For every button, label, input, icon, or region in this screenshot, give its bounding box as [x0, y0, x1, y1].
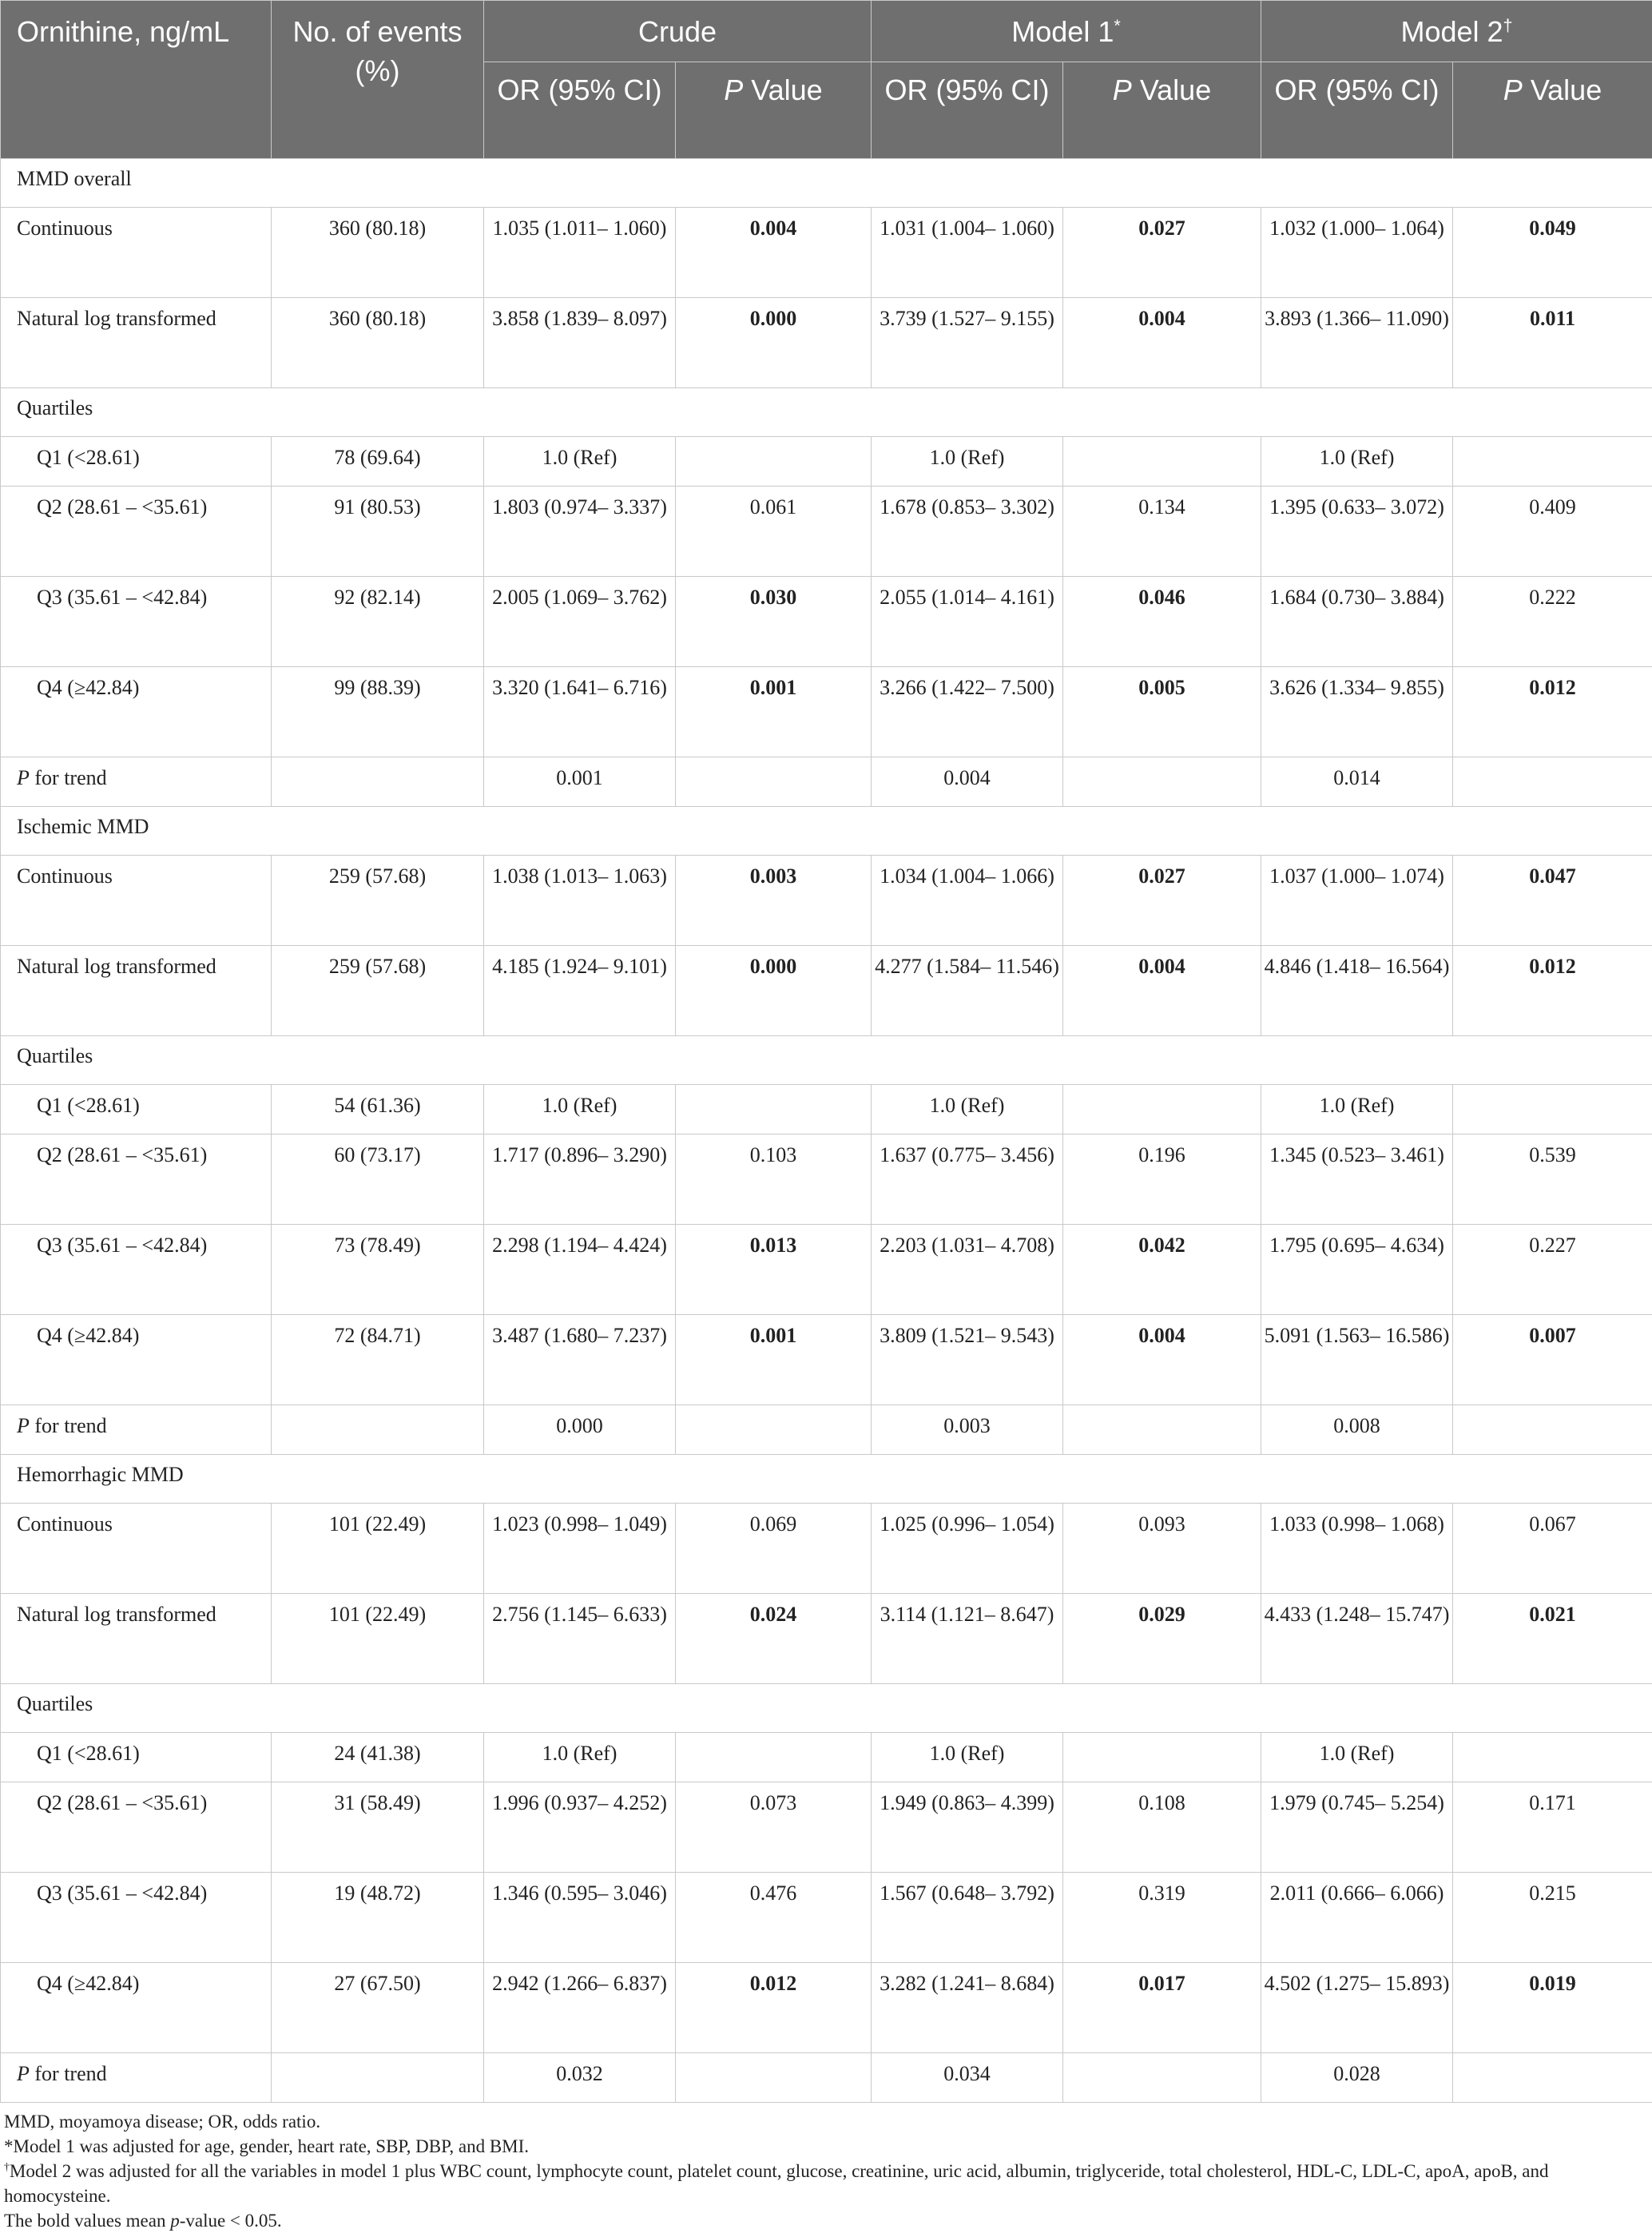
m1-or-cell: 1.678 (0.853– 3.302)	[872, 487, 1063, 577]
footnote-bold: The bold values mean p-value < 0.05.	[4, 2208, 1642, 2233]
m2-or-cell: 1.979 (0.745– 5.254)	[1261, 1782, 1453, 1873]
m1-or-cell: 1.949 (0.863– 4.399)	[872, 1782, 1063, 1873]
crude-p-cell	[676, 1085, 872, 1134]
table-row	[1, 1782, 1652, 1873]
m2-p-cell: 0.007	[1453, 1315, 1652, 1405]
header-model2-mark: †	[1503, 15, 1513, 35]
m2-p-cell: 0.049	[1453, 208, 1652, 298]
m2-p-cell: 0.019	[1453, 1963, 1652, 2053]
crude-p-cell: 0.004	[676, 208, 872, 298]
crude-or-cell: 2.298 (1.194– 4.424)	[484, 1225, 676, 1315]
m1-or-cell: 1.025 (0.996– 1.054)	[872, 1504, 1063, 1594]
crude-or-cell: 3.858 (1.839– 8.097)	[484, 298, 676, 388]
m2-p-cell: 0.047	[1453, 856, 1652, 946]
table-row	[1, 1085, 1652, 1134]
m2-or-cell: 1.0 (Ref)	[1261, 437, 1453, 487]
section-row	[1, 807, 1652, 856]
table-row	[1, 856, 1652, 946]
crude-or-cell: 2.942 (1.266– 6.837)	[484, 1963, 676, 2053]
m2-p-cell: 0.227	[1453, 1225, 1652, 1315]
crude-p-cell: 0.030	[676, 577, 872, 667]
m2-or-cell: 1.032 (1.000– 1.064)	[1261, 208, 1453, 298]
m2-or-cell: 1.395 (0.633– 3.072)	[1261, 487, 1453, 577]
m1-p-cell: 0.027	[1063, 208, 1261, 298]
crude-or-cell: 1.0 (Ref)	[484, 1085, 676, 1134]
m1-p-cell	[1063, 1733, 1261, 1782]
crude-p-cell	[676, 1733, 872, 1782]
header-model1-mark: *	[1114, 15, 1120, 35]
crude-or-cell: 3.320 (1.641– 6.716)	[484, 667, 676, 757]
m2-or-cell: 1.795 (0.695– 4.634)	[1261, 1225, 1453, 1315]
m1-or-cell: 2.203 (1.031– 4.708)	[872, 1225, 1063, 1315]
m1-or-cell: 3.282 (1.241– 8.684)	[872, 1963, 1063, 2053]
section-row	[1, 388, 1652, 437]
events-cell	[272, 757, 484, 807]
crude-p-cell: 0.013	[676, 1225, 872, 1315]
crude-or-cell: 1.0 (Ref)	[484, 1733, 676, 1782]
m1-p-cell: 0.093	[1063, 1504, 1261, 1594]
table-row	[1, 1594, 1652, 1684]
trend-label: P for trend	[1, 2053, 272, 2103]
row-label: Q3 (35.61 – <42.84)	[1, 577, 272, 667]
m1-p-cell: 0.004	[1063, 298, 1261, 388]
m1-p-cell: 0.134	[1063, 487, 1261, 577]
m2-p-cell	[1453, 2053, 1652, 2103]
trend-row	[1, 2053, 1652, 2103]
crude-p-cell: 0.061	[676, 487, 872, 577]
header-m1-or: OR (95% CI)	[872, 62, 1063, 159]
crude-or-cell: 1.803 (0.974– 3.337)	[484, 487, 676, 577]
table-row	[1, 577, 1652, 667]
m2-p-cell	[1453, 1733, 1652, 1782]
crude-p-cell	[676, 437, 872, 487]
m2-or-cell: 4.502 (1.275– 15.893)	[1261, 1963, 1453, 2053]
events-cell: 99 (88.39)	[272, 667, 484, 757]
m2-trend-cell: 0.028	[1261, 2053, 1453, 2103]
row-label: Natural log transformed	[1, 1594, 272, 1684]
table-row	[1, 437, 1652, 487]
m2-p-cell: 0.011	[1453, 298, 1652, 388]
table-header	[1, 1, 1652, 159]
trend-label: P for trend	[1, 757, 272, 807]
row-label: Continuous	[1, 856, 272, 946]
table-row	[1, 487, 1652, 577]
m1-p-cell: 0.196	[1063, 1134, 1261, 1225]
events-cell: 92 (82.14)	[272, 577, 484, 667]
crude-or-cell: 1.0 (Ref)	[484, 437, 676, 487]
section-label: MMD overall	[1, 159, 1652, 208]
row-label: Q4 (≥42.84)	[1, 1315, 272, 1405]
header-m2-p: P Value	[1453, 62, 1652, 159]
events-cell: 101 (22.49)	[272, 1504, 484, 1594]
m1-p-cell	[1063, 437, 1261, 487]
table-row	[1, 1134, 1652, 1225]
m1-or-cell: 1.0 (Ref)	[872, 1733, 1063, 1782]
events-cell: 54 (61.36)	[272, 1085, 484, 1134]
row-label: Continuous	[1, 208, 272, 298]
crude-p-cell: 0.012	[676, 1963, 872, 2053]
m2-or-cell: 4.433 (1.248– 15.747)	[1261, 1594, 1453, 1684]
crude-p-cell: 0.003	[676, 856, 872, 946]
header-m1-p: P Value	[1063, 62, 1261, 159]
m1-trend-cell: 0.004	[872, 757, 1063, 807]
events-cell: 19 (48.72)	[272, 1873, 484, 1963]
row-label: Natural log transformed	[1, 946, 272, 1036]
m1-or-cell: 4.277 (1.584– 11.546)	[872, 946, 1063, 1036]
section-label: Quartiles	[1, 1684, 1652, 1733]
table-row	[1, 1225, 1652, 1315]
row-label: Q3 (35.61 – <42.84)	[1, 1873, 272, 1963]
crude-p-cell: 0.001	[676, 1315, 872, 1405]
m1-p-cell: 0.046	[1063, 577, 1261, 667]
row-label: Q1 (<28.61)	[1, 437, 272, 487]
m2-or-cell: 1.037 (1.000– 1.074)	[1261, 856, 1453, 946]
m2-or-cell: 2.011 (0.666– 6.066)	[1261, 1873, 1453, 1963]
m1-trend-cell: 0.003	[872, 1405, 1063, 1455]
events-cell: 259 (57.68)	[272, 946, 484, 1036]
m2-or-cell: 1.684 (0.730– 3.884)	[1261, 577, 1453, 667]
header-variable: Ornithine, ng/mL	[1, 1, 272, 159]
events-cell: 78 (69.64)	[272, 437, 484, 487]
m1-p-cell: 0.004	[1063, 946, 1261, 1036]
header-crude-p: P Value	[676, 62, 872, 159]
m1-or-cell: 1.0 (Ref)	[872, 437, 1063, 487]
m1-p-cell: 0.017	[1063, 1963, 1261, 2053]
m2-p-cell: 0.021	[1453, 1594, 1652, 1684]
header-model2	[1261, 1, 1652, 62]
table-row	[1, 208, 1652, 298]
header-crude: Crude	[484, 1, 872, 62]
events-cell	[272, 1405, 484, 1455]
table-row	[1, 1963, 1652, 2053]
m1-p-cell: 0.004	[1063, 1315, 1261, 1405]
m2-p-cell: 0.222	[1453, 577, 1652, 667]
events-cell: 259 (57.68)	[272, 856, 484, 946]
m2-p-cell	[1453, 1405, 1652, 1455]
crude-trend-cell: 0.032	[484, 2053, 676, 2103]
m1-trend-cell: 0.034	[872, 2053, 1063, 2103]
m2-p-cell	[1453, 1085, 1652, 1134]
section-row	[1, 1455, 1652, 1504]
crude-p-cell: 0.000	[676, 298, 872, 388]
m1-or-cell: 2.055 (1.014– 4.161)	[872, 577, 1063, 667]
m1-or-cell: 3.114 (1.121– 8.647)	[872, 1594, 1063, 1684]
m2-or-cell: 3.893 (1.366– 11.090)	[1261, 298, 1453, 388]
crude-p-cell: 0.069	[676, 1504, 872, 1594]
row-label: Q4 (≥42.84)	[1, 667, 272, 757]
m2-p-cell	[1453, 437, 1652, 487]
events-cell: 73 (78.49)	[272, 1225, 484, 1315]
crude-or-cell: 1.035 (1.011– 1.060)	[484, 208, 676, 298]
row-label: Continuous	[1, 1504, 272, 1594]
events-cell: 27 (67.50)	[272, 1963, 484, 2053]
m2-p-cell: 0.539	[1453, 1134, 1652, 1225]
row-label: Q3 (35.61 – <42.84)	[1, 1225, 272, 1315]
events-cell: 360 (80.18)	[272, 298, 484, 388]
header-model1-text: Model 1	[1011, 15, 1114, 48]
crude-trend-cell: 0.000	[484, 1405, 676, 1455]
events-cell: 24 (41.38)	[272, 1733, 484, 1782]
trend-row	[1, 1405, 1652, 1455]
m1-or-cell: 1.031 (1.004– 1.060)	[872, 208, 1063, 298]
m2-p-cell: 0.067	[1453, 1504, 1652, 1594]
crude-p-cell: 0.001	[676, 667, 872, 757]
header-model1	[872, 1, 1261, 62]
m1-or-cell: 3.739 (1.527– 9.155)	[872, 298, 1063, 388]
m2-or-cell: 1.0 (Ref)	[1261, 1085, 1453, 1134]
events-cell	[272, 2053, 484, 2103]
crude-p-cell: 0.476	[676, 1873, 872, 1963]
table-row	[1, 946, 1652, 1036]
header-events: No. of events (%)	[272, 1, 484, 159]
footnote-model2: †Model 2 was adjusted for all the variables in model 1 plus WBC count, lymphocyte count, platelet count, glucose, creatinine, uric acid, albumin, triglyceride, total cholesterol, HDL-C, LDL-C, apoA, apoB, and homocysteine.	[4, 2159, 1642, 2208]
m1-p-cell	[1063, 1085, 1261, 1134]
m2-or-cell: 5.091 (1.563– 16.586)	[1261, 1315, 1453, 1405]
m2-trend-cell: 0.014	[1261, 757, 1453, 807]
row-label: Q2 (28.61 – <35.61)	[1, 487, 272, 577]
m1-or-cell: 1.034 (1.004– 1.066)	[872, 856, 1063, 946]
crude-p-cell: 0.000	[676, 946, 872, 1036]
section-label: Hemorrhagic MMD	[1, 1455, 1652, 1504]
crude-or-cell: 2.756 (1.145– 6.633)	[484, 1594, 676, 1684]
section-row	[1, 1036, 1652, 1085]
section-label: Quartiles	[1, 1036, 1652, 1085]
row-label: Q2 (28.61 – <35.61)	[1, 1782, 272, 1873]
crude-or-cell: 1.996 (0.937– 4.252)	[484, 1782, 676, 1873]
m1-p-cell: 0.108	[1063, 1782, 1261, 1873]
events-cell: 360 (80.18)	[272, 208, 484, 298]
row-label: Natural log transformed	[1, 298, 272, 388]
section-row	[1, 159, 1652, 208]
trend-label: P for trend	[1, 1405, 272, 1455]
table-row	[1, 1873, 1652, 1963]
m2-or-cell: 3.626 (1.334– 9.855)	[1261, 667, 1453, 757]
m1-p-cell: 0.042	[1063, 1225, 1261, 1315]
m1-or-cell: 1.637 (0.775– 3.456)	[872, 1134, 1063, 1225]
m1-or-cell: 1.0 (Ref)	[872, 1085, 1063, 1134]
m1-p-cell: 0.027	[1063, 856, 1261, 946]
crude-p-cell	[676, 2053, 872, 2103]
m1-p-cell: 0.319	[1063, 1873, 1261, 1963]
m2-p-cell: 0.012	[1453, 667, 1652, 757]
m2-p-cell	[1453, 757, 1652, 807]
row-label: Q1 (<28.61)	[1, 1733, 272, 1782]
m1-p-cell	[1063, 757, 1261, 807]
m1-or-cell: 1.567 (0.648– 3.792)	[872, 1873, 1063, 1963]
table-row	[1, 1733, 1652, 1782]
m2-or-cell: 1.345 (0.523– 3.461)	[1261, 1134, 1453, 1225]
crude-or-cell: 4.185 (1.924– 9.101)	[484, 946, 676, 1036]
header-crude-or: OR (95% CI)	[484, 62, 676, 159]
crude-or-cell: 1.038 (1.013– 1.063)	[484, 856, 676, 946]
m2-p-cell: 0.215	[1453, 1873, 1652, 1963]
table-row	[1, 667, 1652, 757]
m2-or-cell: 4.846 (1.418– 16.564)	[1261, 946, 1453, 1036]
header-m2-or: OR (95% CI)	[1261, 62, 1453, 159]
crude-or-cell: 1.023 (0.998– 1.049)	[484, 1504, 676, 1594]
header-model2-text: Model 2	[1400, 15, 1503, 48]
m2-or-cell: 1.0 (Ref)	[1261, 1733, 1453, 1782]
table-row	[1, 1315, 1652, 1405]
row-label: Q1 (<28.61)	[1, 1085, 272, 1134]
crude-or-cell: 1.346 (0.595– 3.046)	[484, 1873, 676, 1963]
m1-p-cell: 0.005	[1063, 667, 1261, 757]
m1-p-cell	[1063, 2053, 1261, 2103]
section-row	[1, 1684, 1652, 1733]
m1-or-cell: 3.809 (1.521– 9.543)	[872, 1315, 1063, 1405]
crude-p-cell: 0.103	[676, 1134, 872, 1225]
events-cell: 101 (22.49)	[272, 1594, 484, 1684]
table-body	[1, 159, 1652, 2103]
m1-p-cell	[1063, 1405, 1261, 1455]
m1-p-cell: 0.029	[1063, 1594, 1261, 1684]
table-row	[1, 298, 1652, 388]
crude-p-cell: 0.073	[676, 1782, 872, 1873]
crude-or-cell: 3.487 (1.680– 7.237)	[484, 1315, 676, 1405]
section-label: Quartiles	[1, 388, 1652, 437]
m2-or-cell: 1.033 (0.998– 1.068)	[1261, 1504, 1453, 1594]
footnote-abbreviations: MMD, moyamoya disease; OR, odds ratio.	[4, 2109, 1642, 2134]
events-cell: 60 (73.17)	[272, 1134, 484, 1225]
row-label: Q4 (≥42.84)	[1, 1963, 272, 2053]
section-label: Ischemic MMD	[1, 807, 1652, 856]
crude-p-cell: 0.024	[676, 1594, 872, 1684]
events-cell: 72 (84.71)	[272, 1315, 484, 1405]
crude-or-cell: 2.005 (1.069– 3.762)	[484, 577, 676, 667]
trend-row	[1, 757, 1652, 807]
footnote-model1: *Model 1 was adjusted for age, gender, heart rate, SBP, DBP, and BMI.	[4, 2134, 1642, 2159]
crude-trend-cell: 0.001	[484, 757, 676, 807]
row-label: Q2 (28.61 – <35.61)	[1, 1134, 272, 1225]
m2-trend-cell: 0.008	[1261, 1405, 1453, 1455]
m1-or-cell: 3.266 (1.422– 7.500)	[872, 667, 1063, 757]
crude-p-cell	[676, 757, 872, 807]
m2-p-cell: 0.409	[1453, 487, 1652, 577]
events-cell: 31 (58.49)	[272, 1782, 484, 1873]
m2-p-cell: 0.171	[1453, 1782, 1652, 1873]
table-row	[1, 1504, 1652, 1594]
crude-or-cell: 1.717 (0.896– 3.290)	[484, 1134, 676, 1225]
events-cell: 91 (80.53)	[272, 487, 484, 577]
m2-p-cell: 0.012	[1453, 946, 1652, 1036]
table-footnotes	[0, 2103, 1642, 2233]
crude-p-cell	[676, 1405, 872, 1455]
